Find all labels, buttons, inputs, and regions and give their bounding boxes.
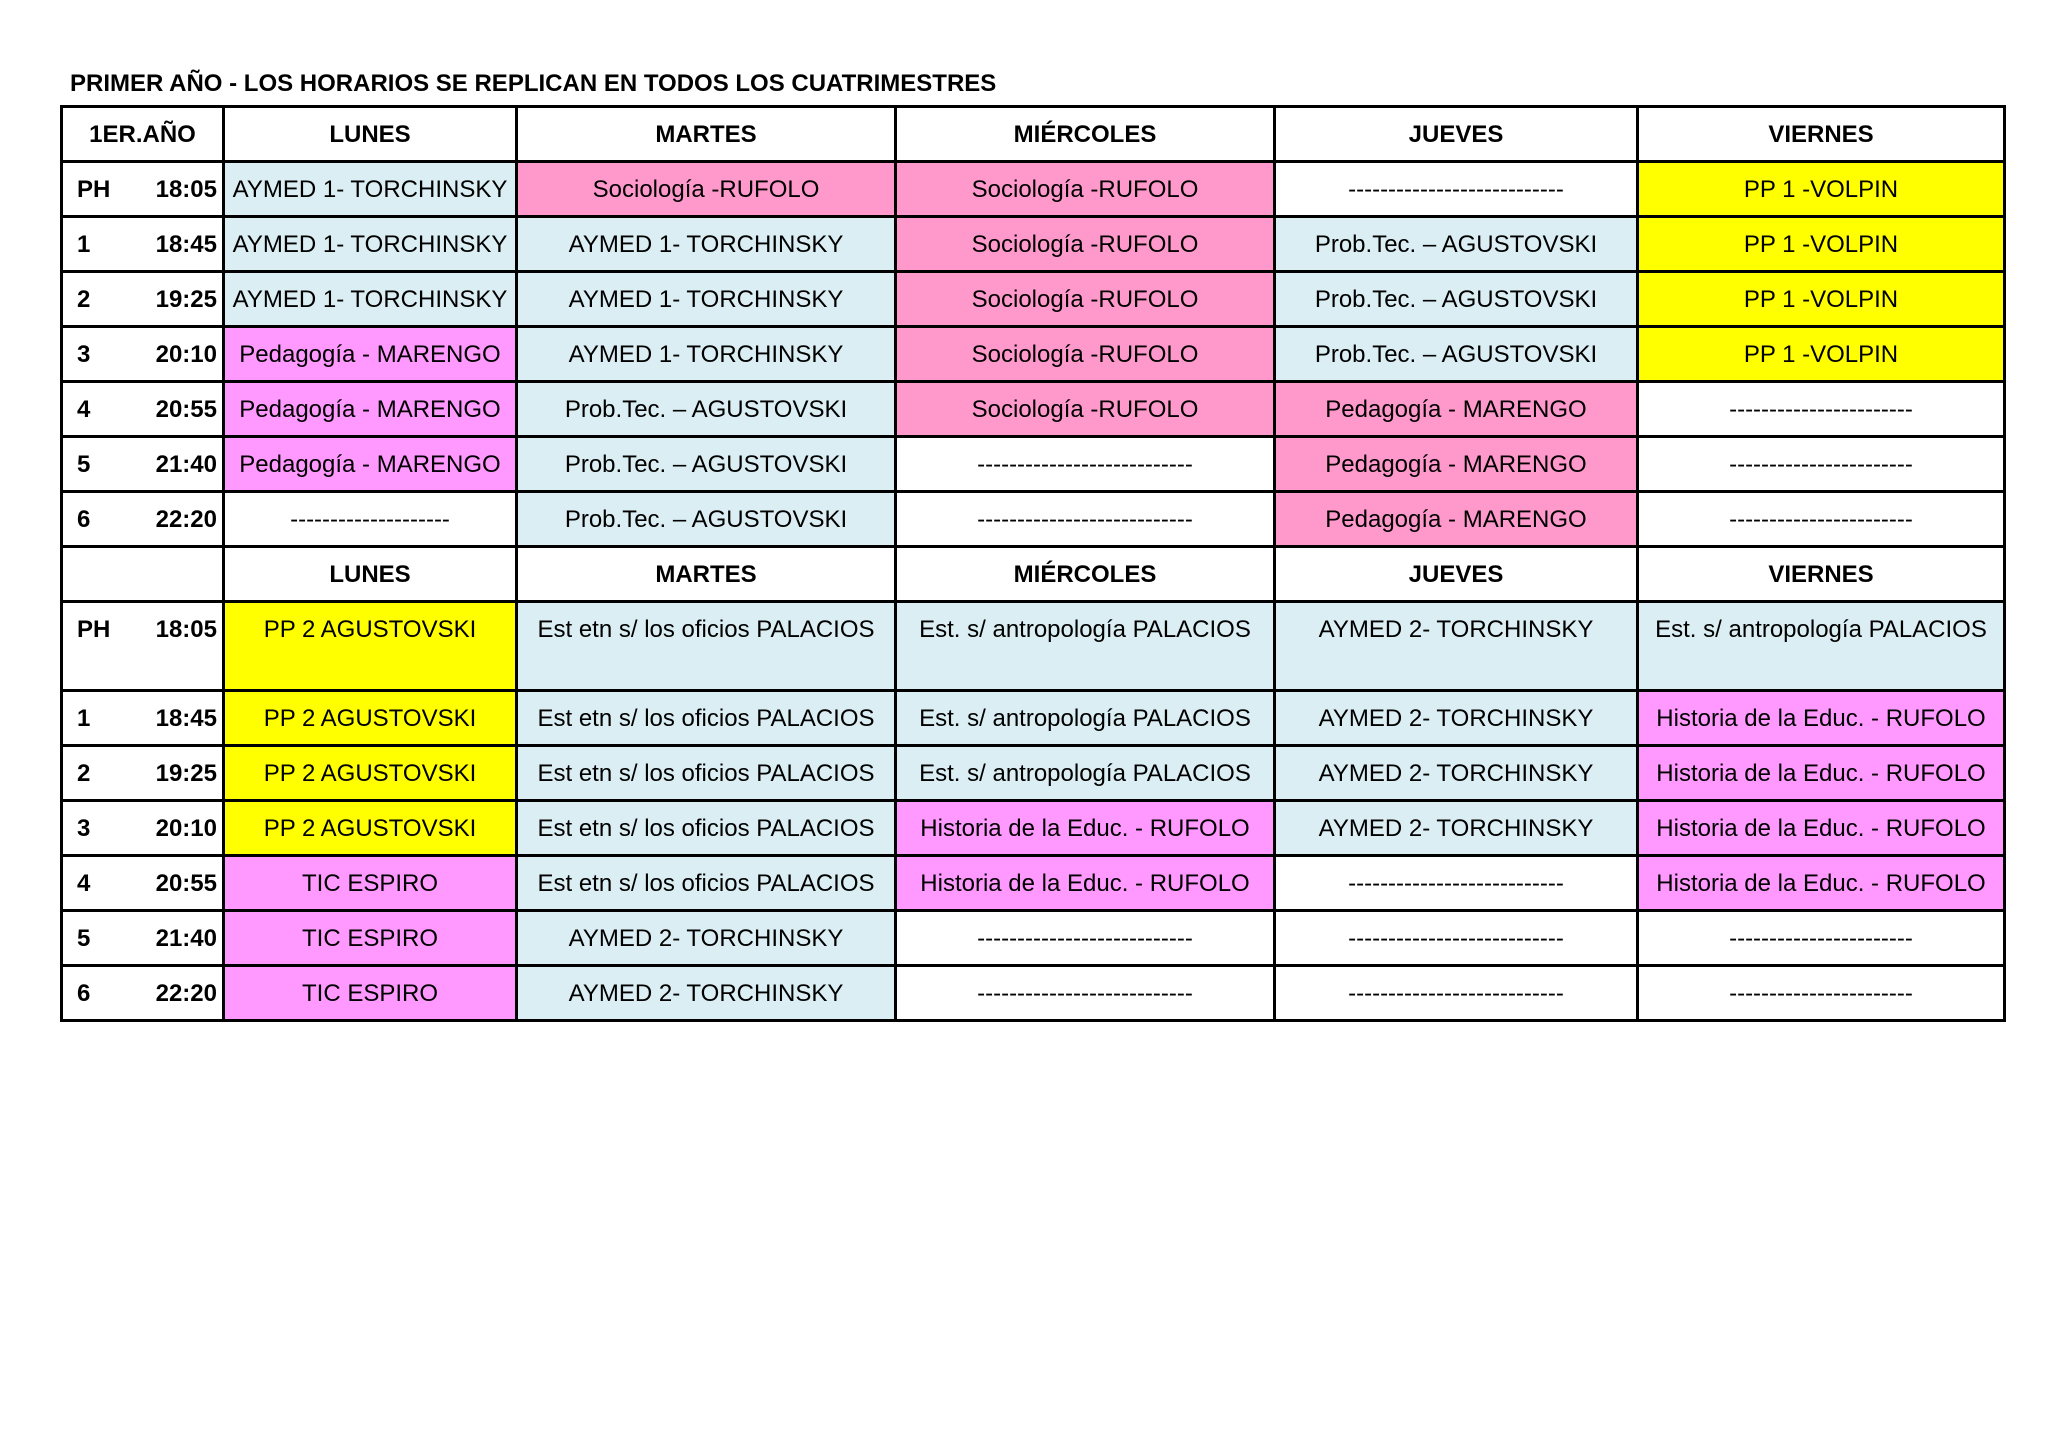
class-cell: TIC ESPIRO (224, 856, 517, 911)
day-header-row (62, 107, 2005, 162)
period-time: 21:40 (155, 451, 217, 478)
class-cell: Est etn s/ los oficios PALACIOS (517, 691, 896, 746)
day-header: LUNES (224, 547, 517, 602)
period-time: 20:55 (155, 870, 217, 897)
class-cell: Pedagogía - MARENGO (1275, 382, 1638, 437)
class-cell: -------------------- (224, 492, 517, 547)
period-cell (62, 856, 224, 911)
class-cell: TIC ESPIRO (224, 966, 517, 1021)
period-number: 4 (77, 396, 91, 423)
period-cell (62, 966, 224, 1021)
period-cell (62, 911, 224, 966)
period-cell (62, 691, 224, 746)
class-cell: Pedagogía - MARENGO (224, 327, 517, 382)
schedule-row (62, 272, 2005, 327)
period-number: 3 (77, 815, 91, 842)
period-number: 1 (77, 231, 91, 258)
period-time: 18:05 (155, 616, 217, 643)
schedule-row (62, 966, 2005, 1021)
schedule-row (62, 801, 2005, 856)
period-number: 4 (77, 870, 91, 897)
class-cell: ----------------------- (1638, 966, 2005, 1021)
class-cell: AYMED 2- TORCHINSKY (1275, 746, 1638, 801)
day-header: VIERNES (1638, 107, 2005, 162)
period-number: 5 (77, 451, 91, 478)
class-cell: Sociología -RUFOLO (896, 327, 1275, 382)
corner-header (62, 547, 224, 602)
period-time: 18:05 (155, 176, 217, 203)
class-cell: AYMED 2- TORCHINSKY (517, 966, 896, 1021)
class-cell: Est etn s/ los oficios PALACIOS (517, 746, 896, 801)
class-cell: --------------------------- (1275, 162, 1638, 217)
period-cell (62, 602, 224, 691)
class-cell: AYMED 2- TORCHINSKY (1275, 801, 1638, 856)
class-cell: Est etn s/ los oficios PALACIOS (517, 801, 896, 856)
period-number: 3 (77, 341, 91, 368)
class-cell: Pedagogía - MARENGO (224, 437, 517, 492)
schedule-row (62, 162, 2005, 217)
schedule-row (62, 382, 2005, 437)
period-time: 22:20 (155, 980, 217, 1007)
class-cell: Pedagogía - MARENGO (1275, 492, 1638, 547)
period-time: 20:55 (155, 396, 217, 423)
period-number: 6 (77, 506, 91, 533)
class-cell: Est. s/ antropología PALACIOS (896, 602, 1275, 691)
class-cell: --------------------------- (896, 437, 1275, 492)
class-cell: --------------------------- (896, 492, 1275, 547)
class-cell: Sociología -RUFOLO (896, 217, 1275, 272)
class-cell: AYMED 1- TORCHINSKY (224, 217, 517, 272)
period-time: 22:20 (155, 506, 217, 533)
class-cell: Prob.Tec. – AGUSTOVSKI (1275, 217, 1638, 272)
period-number: 2 (77, 286, 91, 313)
period-cell (62, 272, 224, 327)
class-cell: Est. s/ antropología PALACIOS (1638, 602, 2005, 691)
schedule-table (60, 105, 2006, 1022)
page-title: PRIMER AÑO - LOS HORARIOS SE REPLICAN EN TODOS LOS CUATRIMESTRES (70, 70, 997, 97)
period-cell (62, 327, 224, 382)
day-header: MIÉRCOLES (896, 547, 1275, 602)
class-cell: --------------------------- (896, 911, 1275, 966)
period-number: 6 (77, 980, 91, 1007)
day-header-row (62, 547, 2005, 602)
class-cell: PP 1 -VOLPIN (1638, 272, 2005, 327)
class-cell: Pedagogía - MARENGO (1275, 437, 1638, 492)
class-cell: --------------------------- (1275, 966, 1638, 1021)
schedule-row (62, 746, 2005, 801)
schedule-row (62, 602, 2005, 691)
period-time: 20:10 (155, 815, 217, 842)
class-cell: AYMED 1- TORCHINSKY (224, 162, 517, 217)
period-number: 1 (77, 705, 91, 732)
schedule-row (62, 856, 2005, 911)
period-time: 18:45 (155, 705, 217, 732)
class-cell: Pedagogía - MARENGO (224, 382, 517, 437)
class-cell: Prob.Tec. – AGUSTOVSKI (517, 382, 896, 437)
class-cell: PP 1 -VOLPIN (1638, 327, 2005, 382)
schedule-row (62, 492, 2005, 547)
period-cell (62, 437, 224, 492)
schedule-row (62, 327, 2005, 382)
class-cell: ----------------------- (1638, 492, 2005, 547)
period-time: 20:10 (155, 341, 217, 368)
class-cell: Sociología -RUFOLO (896, 162, 1275, 217)
class-cell: Prob.Tec. – AGUSTOVSKI (1275, 272, 1638, 327)
class-cell: PP 2 AGUSTOVSKI (224, 746, 517, 801)
day-header: LUNES (224, 107, 517, 162)
class-cell: Historia de la Educ. - RUFOLO (896, 856, 1275, 911)
schedule-row (62, 691, 2005, 746)
class-cell: Historia de la Educ. - RUFOLO (1638, 856, 2005, 911)
class-cell: --------------------------- (896, 966, 1275, 1021)
period-number: 5 (77, 925, 91, 952)
class-cell: Sociología -RUFOLO (896, 382, 1275, 437)
class-cell: Prob.Tec. – AGUSTOVSKI (1275, 327, 1638, 382)
period-time: 21:40 (155, 925, 217, 952)
period-number: PH (77, 616, 111, 643)
period-cell (62, 162, 224, 217)
corner-header: 1ER.AÑO (62, 107, 224, 162)
class-cell: AYMED 1- TORCHINSKY (517, 327, 896, 382)
period-cell (62, 382, 224, 437)
class-cell: Historia de la Educ. - RUFOLO (1638, 746, 2005, 801)
class-cell: Historia de la Educ. - RUFOLO (1638, 691, 2005, 746)
class-cell: Sociología -RUFOLO (517, 162, 896, 217)
class-cell: AYMED 1- TORCHINSKY (517, 272, 896, 327)
class-cell: PP 2 AGUSTOVSKI (224, 801, 517, 856)
class-cell: Historia de la Educ. - RUFOLO (896, 801, 1275, 856)
class-cell: Prob.Tec. – AGUSTOVSKI (517, 492, 896, 547)
class-cell: AYMED 2- TORCHINSKY (1275, 691, 1638, 746)
day-header: JUEVES (1275, 107, 1638, 162)
day-header: VIERNES (1638, 547, 2005, 602)
class-cell: Historia de la Educ. - RUFOLO (1638, 801, 2005, 856)
class-cell: Est etn s/ los oficios PALACIOS (517, 602, 896, 691)
class-cell: AYMED 1- TORCHINSKY (517, 217, 896, 272)
class-cell: AYMED 1- TORCHINSKY (224, 272, 517, 327)
schedule-body (62, 107, 2005, 1021)
class-cell: --------------------------- (1275, 856, 1638, 911)
class-cell: Est. s/ antropología PALACIOS (896, 691, 1275, 746)
class-cell: ----------------------- (1638, 911, 2005, 966)
class-cell: ----------------------- (1638, 382, 2005, 437)
period-cell (62, 492, 224, 547)
class-cell: TIC ESPIRO (224, 911, 517, 966)
class-cell: --------------------------- (1275, 911, 1638, 966)
period-time: 19:25 (155, 286, 217, 313)
class-cell: PP 1 -VOLPIN (1638, 217, 2005, 272)
class-cell: AYMED 2- TORCHINSKY (1275, 602, 1638, 691)
day-header: MIÉRCOLES (896, 107, 1275, 162)
class-cell: Sociología -RUFOLO (896, 272, 1275, 327)
day-header: MARTES (517, 547, 896, 602)
class-cell: PP 2 AGUSTOVSKI (224, 602, 517, 691)
period-number: PH (77, 176, 111, 203)
period-cell (62, 746, 224, 801)
day-header: MARTES (517, 107, 896, 162)
period-number: 2 (77, 760, 91, 787)
class-cell: PP 1 -VOLPIN (1638, 162, 2005, 217)
schedule-row (62, 437, 2005, 492)
class-cell: Est etn s/ los oficios PALACIOS (517, 856, 896, 911)
class-cell: ----------------------- (1638, 437, 2005, 492)
class-cell: Est. s/ antropología PALACIOS (896, 746, 1275, 801)
period-cell (62, 801, 224, 856)
day-header: JUEVES (1275, 547, 1638, 602)
schedule-row (62, 911, 2005, 966)
class-cell: PP 2 AGUSTOVSKI (224, 691, 517, 746)
class-cell: AYMED 2- TORCHINSKY (517, 911, 896, 966)
period-time: 19:25 (155, 760, 217, 787)
period-cell (62, 217, 224, 272)
schedule-row (62, 217, 2005, 272)
period-time: 18:45 (155, 231, 217, 258)
class-cell: Prob.Tec. – AGUSTOVSKI (517, 437, 896, 492)
